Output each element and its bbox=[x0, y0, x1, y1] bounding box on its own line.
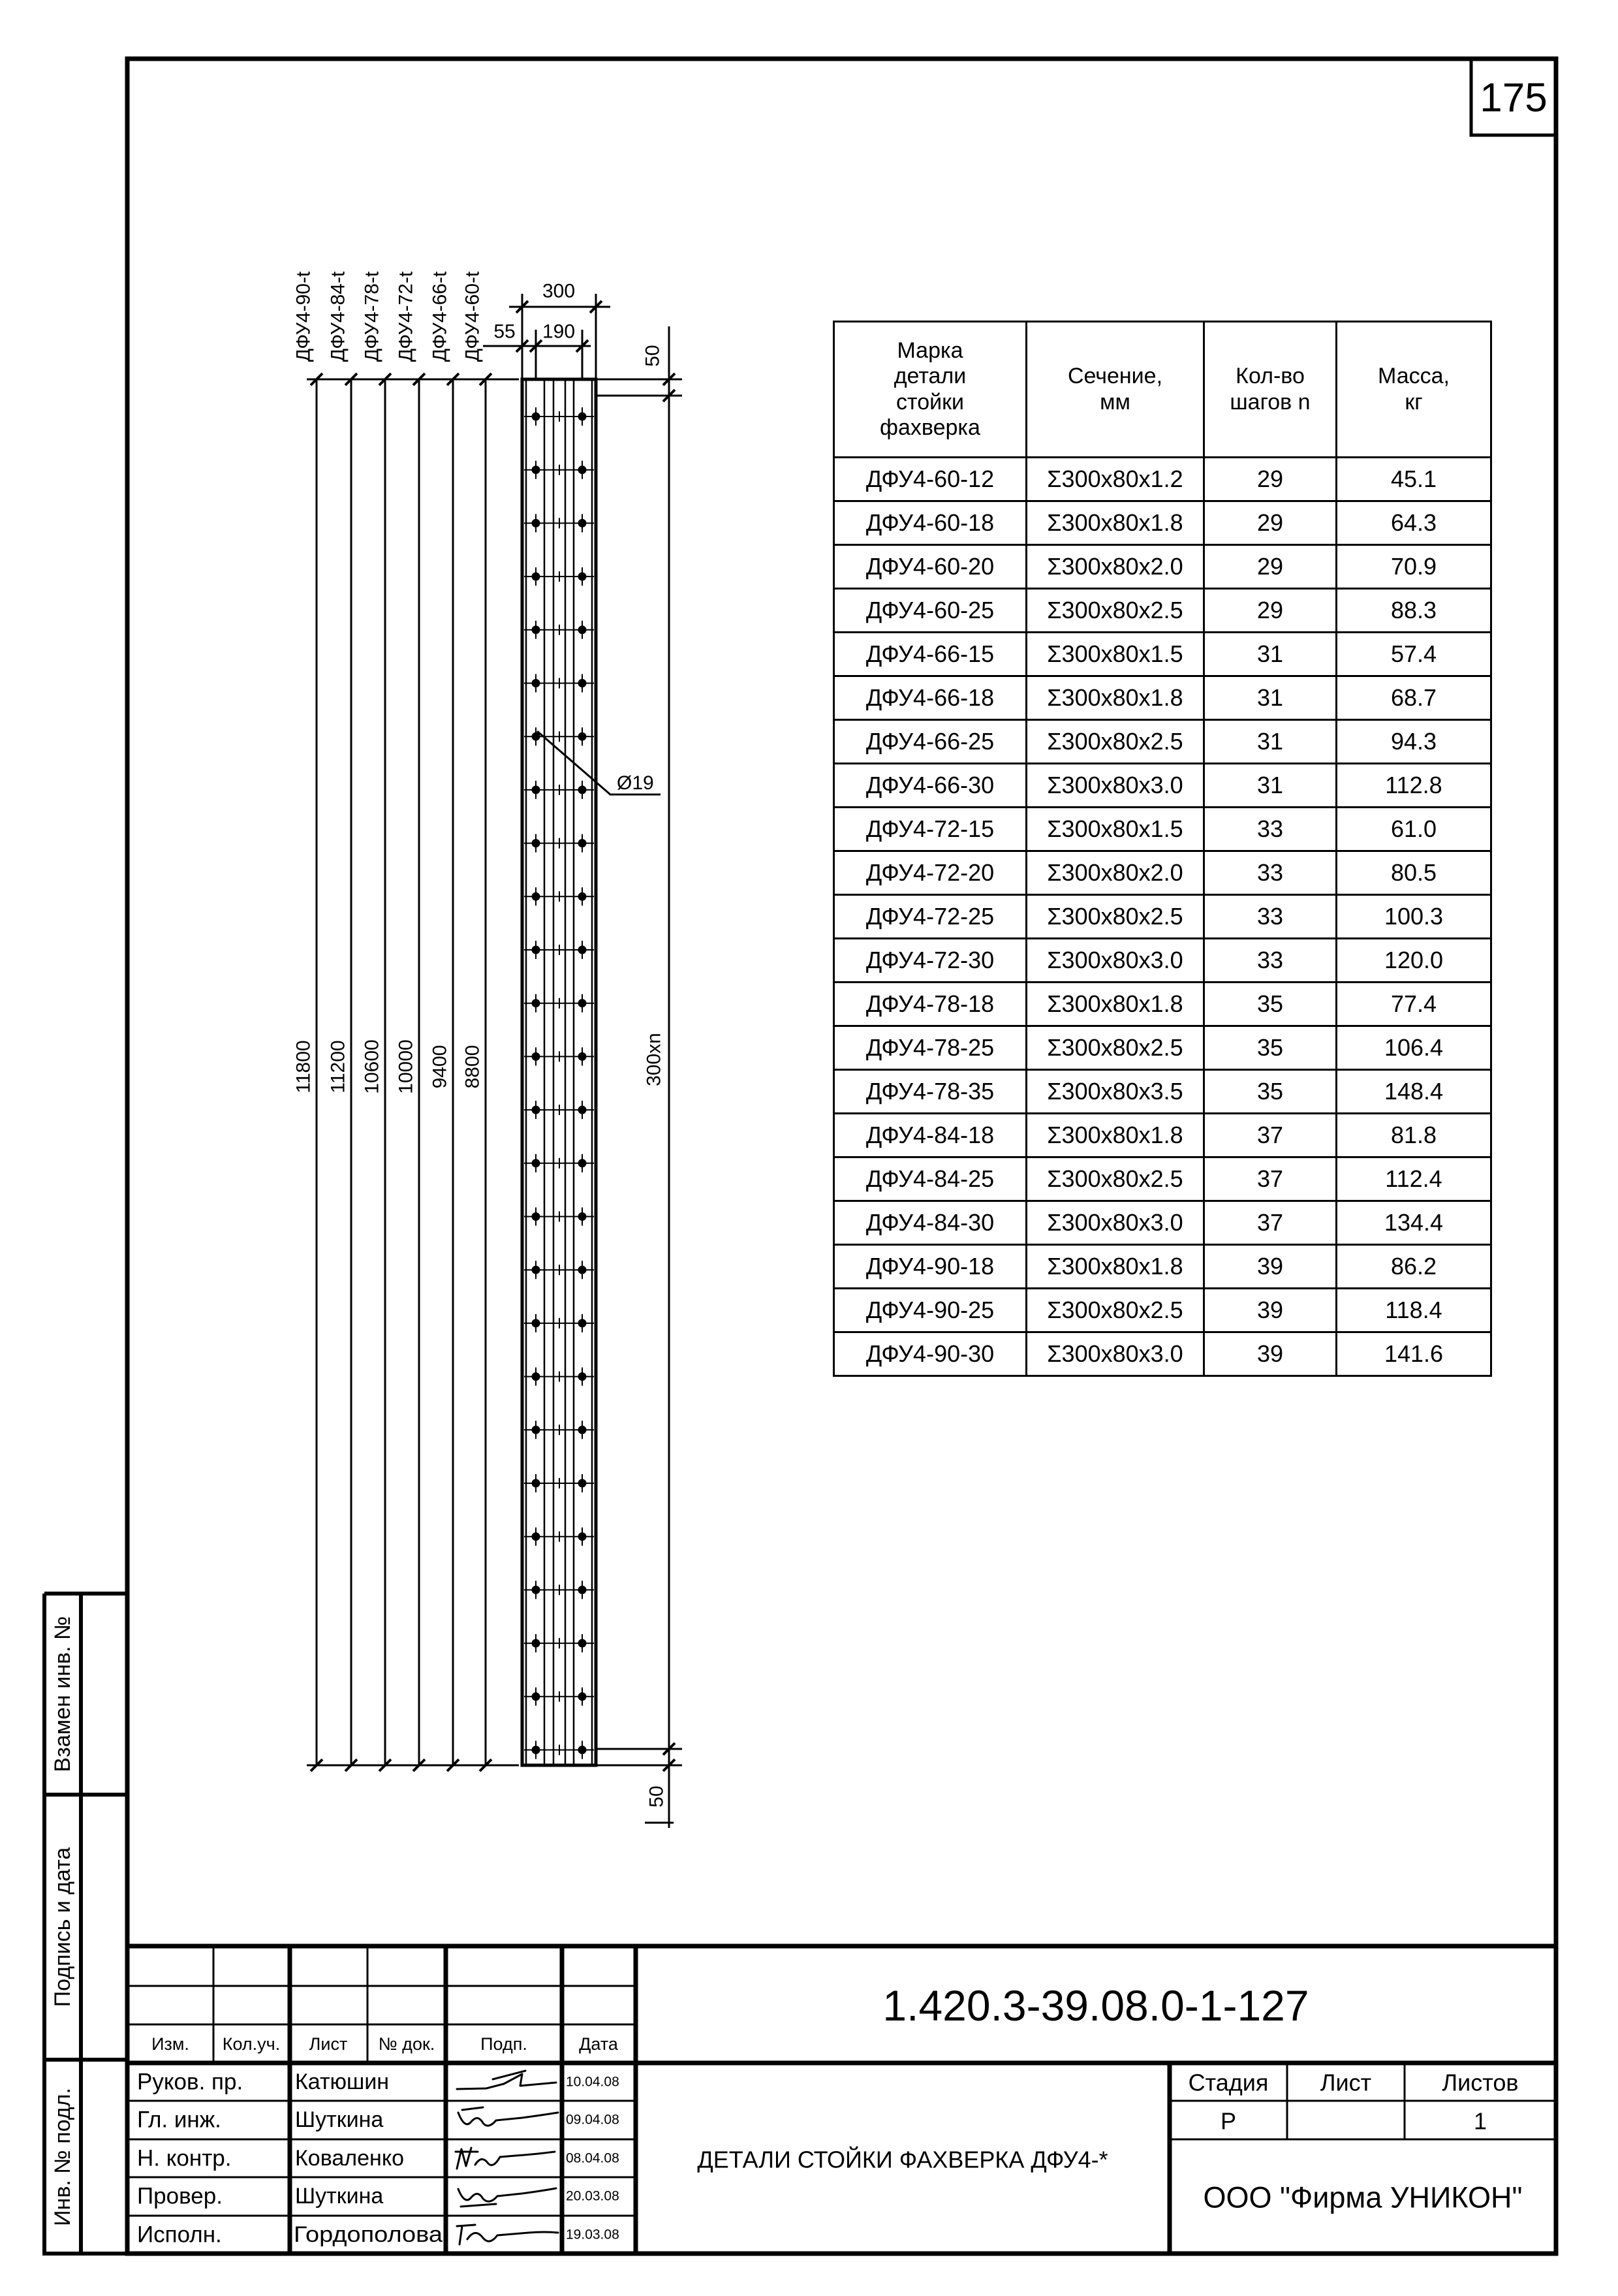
table-row bbox=[834, 501, 1491, 545]
hole-row bbox=[524, 1634, 594, 1652]
hole-row bbox=[524, 407, 594, 426]
table-row bbox=[834, 764, 1491, 808]
profile-lines bbox=[526, 379, 592, 1765]
cell-mass: 106.4 bbox=[1337, 1026, 1491, 1070]
cell-mass: 118.4 bbox=[1337, 1289, 1491, 1332]
mark-label: ДФУ4-78-t bbox=[361, 271, 383, 362]
specification-table bbox=[833, 321, 1492, 1377]
stamp-signature-date: Подпись и дата bbox=[50, 1847, 75, 2007]
table-row bbox=[834, 1114, 1491, 1157]
bolt-hole bbox=[532, 466, 540, 474]
stamp-replaced-inv: Взамен инв. № bbox=[50, 1616, 75, 1772]
cell-section: Σ300x80x3.0 bbox=[1027, 939, 1204, 983]
bolt-hole bbox=[578, 1586, 586, 1594]
hole-row bbox=[524, 1314, 594, 1332]
hole-row bbox=[524, 781, 594, 799]
table-row bbox=[834, 1201, 1491, 1245]
cell-mass: 100.3 bbox=[1337, 895, 1491, 939]
cell-mark: ДФУ4-66-15 bbox=[834, 633, 1027, 676]
cell-section: Σ300x80x1.8 bbox=[1027, 1245, 1204, 1289]
cell-steps: 31 bbox=[1204, 633, 1337, 676]
cell-mark: ДФУ4-60-25 bbox=[834, 589, 1027, 633]
cell-section: Σ300x80x3.0 bbox=[1027, 1332, 1204, 1376]
bolt-hole bbox=[578, 999, 586, 1007]
cell-mark: ДФУ4-72-25 bbox=[834, 895, 1027, 939]
hole-diameter-label: Ø19 bbox=[617, 772, 654, 794]
signatory-date: 19.03.08 bbox=[566, 2227, 619, 2242]
cell-mark: ДФУ4-60-18 bbox=[834, 501, 1027, 545]
signatory-name: Шуткина bbox=[295, 2107, 384, 2132]
bolt-hole bbox=[578, 1373, 586, 1381]
signatory-role: Провер. bbox=[137, 2183, 223, 2209]
hole-row bbox=[524, 1528, 594, 1546]
bolt-hole bbox=[532, 1746, 540, 1754]
table-row bbox=[834, 720, 1491, 764]
cell-steps: 39 bbox=[1204, 1245, 1337, 1289]
cell-mark: ДФУ4-78-35 bbox=[834, 1070, 1027, 1114]
hole-row bbox=[524, 1047, 594, 1065]
bolt-hole bbox=[578, 1052, 586, 1060]
table-header-row bbox=[834, 322, 1491, 458]
bolt-hole bbox=[532, 1693, 540, 1701]
hole-row bbox=[524, 1421, 594, 1439]
hole-row bbox=[524, 1368, 594, 1386]
table-row bbox=[834, 895, 1491, 939]
cell-steps: 29 bbox=[1204, 458, 1337, 501]
signature bbox=[458, 2107, 558, 2126]
width-dim-label: 300 bbox=[542, 280, 576, 302]
bolt-hole bbox=[532, 892, 540, 900]
length-label: 8800 bbox=[461, 1045, 484, 1089]
header-section: Сечение, мм bbox=[1027, 322, 1204, 458]
hole-row bbox=[524, 1208, 594, 1226]
col-header-count: Кол.уч. bbox=[222, 2034, 281, 2054]
cell-mass: 77.4 bbox=[1337, 983, 1491, 1026]
table-row bbox=[834, 808, 1491, 851]
cell-section: Σ300x80x1.2 bbox=[1027, 458, 1204, 501]
length-label: 10000 bbox=[395, 1039, 417, 1094]
hole-row bbox=[524, 1580, 594, 1599]
col-header-sheet: Лист bbox=[309, 2034, 348, 2054]
signatory-name: Шуткина bbox=[295, 2184, 384, 2209]
table-row bbox=[834, 983, 1491, 1026]
mark-label: ДФУ4-90-t bbox=[292, 271, 315, 362]
cell-mass: 70.9 bbox=[1337, 545, 1491, 589]
cell-steps: 31 bbox=[1204, 720, 1337, 764]
bolt-hole bbox=[532, 1639, 540, 1647]
cell-steps: 33 bbox=[1204, 808, 1337, 851]
signatory-name: Катюшин bbox=[295, 2069, 390, 2094]
bolt-hole bbox=[532, 573, 540, 580]
header-mark: Марка детали стойки фахверка bbox=[834, 322, 1027, 458]
hole-row bbox=[524, 621, 594, 639]
table-row bbox=[834, 939, 1491, 983]
col-header-change: Изм. bbox=[151, 2034, 189, 2054]
cell-mark: ДФУ4-90-30 bbox=[834, 1332, 1027, 1376]
hole-row bbox=[524, 887, 594, 905]
bolt-hole bbox=[578, 1639, 586, 1647]
bolt-hole bbox=[578, 680, 586, 687]
hole-row bbox=[524, 1741, 594, 1759]
cell-mass: 61.0 bbox=[1337, 808, 1491, 851]
sheet-label: Лист bbox=[1320, 2069, 1372, 2096]
stage-label: Стадия bbox=[1188, 2069, 1269, 2096]
hole-row bbox=[524, 941, 594, 959]
table-row bbox=[834, 633, 1491, 676]
bolt-hole bbox=[578, 1213, 586, 1221]
cell-steps: 33 bbox=[1204, 939, 1337, 983]
cell-steps: 31 bbox=[1204, 676, 1337, 720]
cell-section: Σ300x80x2.5 bbox=[1027, 895, 1204, 939]
cell-section: Σ300x80x1.8 bbox=[1027, 676, 1204, 720]
signatory-date: 20.03.08 bbox=[566, 2188, 619, 2204]
bolt-hole bbox=[532, 1266, 540, 1274]
signatory-role: Гл. инж. bbox=[137, 2107, 221, 2133]
cell-mark: ДФУ4-78-25 bbox=[834, 1026, 1027, 1070]
mark-label: ДФУ4-66-t bbox=[429, 271, 451, 362]
hole-row bbox=[524, 727, 594, 746]
table-row bbox=[834, 1289, 1491, 1332]
cell-section: Σ300x80x2.0 bbox=[1027, 545, 1204, 589]
bolt-hole bbox=[578, 413, 586, 420]
cell-section: Σ300x80x2.5 bbox=[1027, 1157, 1204, 1201]
hole-row bbox=[524, 1688, 594, 1706]
table-row bbox=[834, 851, 1491, 895]
signature bbox=[458, 2188, 556, 2207]
cell-mass: 120.0 bbox=[1337, 939, 1491, 983]
bolt-hole bbox=[532, 1052, 540, 1060]
signatory-role: Руков. пр. bbox=[137, 2069, 243, 2095]
bottom-offset-dim-label: 50 bbox=[646, 1785, 668, 1808]
hole-row bbox=[524, 674, 594, 693]
bolt-hole bbox=[532, 1373, 540, 1381]
bolt-hole bbox=[578, 1479, 586, 1487]
cell-section: Σ300x80x3.5 bbox=[1027, 1070, 1204, 1114]
signature bbox=[456, 2148, 555, 2169]
bolt-hole bbox=[578, 1106, 586, 1114]
cell-mark: ДФУ4-84-25 bbox=[834, 1157, 1027, 1201]
cell-steps: 35 bbox=[1204, 983, 1337, 1026]
table-row bbox=[834, 458, 1491, 501]
bolt-hole bbox=[532, 1213, 540, 1221]
col-header-signature: Подп. bbox=[480, 2034, 527, 2054]
header-mass: Масса, кг bbox=[1337, 322, 1491, 458]
cell-mass: 141.6 bbox=[1337, 1332, 1491, 1376]
title-block bbox=[137, 1981, 1522, 2248]
table-row bbox=[834, 1332, 1491, 1376]
bolt-hole bbox=[532, 946, 540, 954]
step-dim-label: 300xn bbox=[643, 1033, 665, 1086]
hole-row bbox=[524, 1261, 594, 1279]
signatory-role: Н. контр. bbox=[137, 2145, 232, 2171]
cell-steps: 31 bbox=[1204, 764, 1337, 808]
cell-mark: ДФУ4-66-30 bbox=[834, 764, 1027, 808]
cell-steps: 29 bbox=[1204, 545, 1337, 589]
signatory-date: 08.04.08 bbox=[566, 2150, 619, 2166]
hole-row bbox=[524, 567, 594, 586]
bolt-hole bbox=[578, 1319, 586, 1327]
bolt-hole bbox=[532, 1479, 540, 1487]
top-offset-dim-label: 50 bbox=[642, 345, 664, 367]
table-row bbox=[834, 1157, 1491, 1201]
cell-section: Σ300x80x2.0 bbox=[1027, 851, 1204, 895]
length-label: 9400 bbox=[429, 1045, 451, 1089]
bolt-hole bbox=[578, 892, 586, 900]
bolt-hole bbox=[578, 519, 586, 527]
cell-steps: 35 bbox=[1204, 1070, 1337, 1114]
cell-mark: ДФУ4-72-30 bbox=[834, 939, 1027, 983]
cell-steps: 29 bbox=[1204, 501, 1337, 545]
signatory-date: 09.04.08 bbox=[566, 2112, 619, 2128]
hole-row bbox=[524, 994, 594, 1013]
cell-steps: 33 bbox=[1204, 895, 1337, 939]
cell-mark: ДФУ4-78-18 bbox=[834, 983, 1027, 1026]
bolt-hole bbox=[532, 1106, 540, 1114]
signature bbox=[457, 2225, 558, 2244]
document-code: 1.420.3-39.08.0-1-127 bbox=[882, 1981, 1309, 2030]
hole-row bbox=[524, 1101, 594, 1119]
hole-row bbox=[524, 1474, 594, 1492]
cell-mass: 68.7 bbox=[1337, 676, 1491, 720]
cell-section: Σ300x80x2.5 bbox=[1027, 1026, 1204, 1070]
table-row bbox=[834, 1026, 1491, 1070]
mark-label: ДФУ4-60-t bbox=[461, 271, 484, 362]
length-label: 11200 bbox=[327, 1040, 349, 1093]
bolt-hole bbox=[578, 1266, 586, 1274]
col-header-doc-no: № док. bbox=[378, 2034, 435, 2054]
table-row bbox=[834, 545, 1491, 589]
bolt-hole bbox=[532, 680, 540, 687]
cell-steps: 35 bbox=[1204, 1026, 1337, 1070]
bolt-hole bbox=[532, 626, 540, 634]
bolt-hole bbox=[578, 786, 586, 794]
table-row bbox=[834, 676, 1491, 720]
bolt-hole bbox=[532, 519, 540, 527]
signatory-date: 10.04.08 bbox=[566, 2074, 619, 2090]
mark-label: ДФУ4-72-t bbox=[395, 271, 417, 362]
organization-name: ООО "Фирма УНИКОН" bbox=[1203, 2180, 1523, 2214]
bolt-hole bbox=[578, 1693, 586, 1701]
bolt-hole bbox=[578, 573, 586, 580]
cell-steps: 37 bbox=[1204, 1114, 1337, 1157]
bolt-hole bbox=[532, 1319, 540, 1327]
cell-steps: 37 bbox=[1204, 1157, 1337, 1201]
cell-mark: ДФУ4-90-25 bbox=[834, 1289, 1027, 1332]
hole-row bbox=[524, 514, 594, 532]
bolt-hole bbox=[532, 840, 540, 847]
cell-steps: 39 bbox=[1204, 1289, 1337, 1332]
hole-rows bbox=[524, 407, 594, 1759]
bolt-hole bbox=[532, 1159, 540, 1167]
cell-steps: 33 bbox=[1204, 851, 1337, 895]
cell-mass: 86.2 bbox=[1337, 1245, 1491, 1289]
cell-mass: 64.3 bbox=[1337, 501, 1491, 545]
length-label: 10600 bbox=[361, 1039, 383, 1094]
cell-section: Σ300x80x2.5 bbox=[1027, 1289, 1204, 1332]
cell-mark: ДФУ4-84-30 bbox=[834, 1201, 1027, 1245]
signatory-name: Коваленко bbox=[295, 2146, 404, 2171]
bolt-hole bbox=[532, 786, 540, 794]
mark-label: ДФУ4-84-t bbox=[327, 271, 349, 362]
bolt-hole bbox=[532, 1426, 540, 1434]
cell-mass: 45.1 bbox=[1337, 458, 1491, 501]
cell-mass: 134.4 bbox=[1337, 1201, 1491, 1245]
cell-mark: ДФУ4-84-18 bbox=[834, 1114, 1027, 1157]
signatures bbox=[456, 2071, 558, 2244]
hole-row bbox=[524, 1154, 594, 1172]
hole-spacing-dim-label: 190 bbox=[542, 321, 576, 343]
sheets-value: 1 bbox=[1473, 2107, 1487, 2135]
bolt-hole bbox=[578, 1533, 586, 1541]
cell-section: Σ300x80x1.8 bbox=[1027, 501, 1204, 545]
bolt-hole bbox=[578, 840, 586, 847]
cell-section: Σ300x80x2.5 bbox=[1027, 589, 1204, 633]
stage-value: Р bbox=[1220, 2107, 1237, 2135]
bolt-hole bbox=[578, 1426, 586, 1434]
cell-section: Σ300x80x1.5 bbox=[1027, 808, 1204, 851]
cell-mark: ДФУ4-60-12 bbox=[834, 458, 1027, 501]
cell-section: Σ300x80x2.5 bbox=[1027, 720, 1204, 764]
bolt-hole bbox=[532, 1586, 540, 1594]
cell-mark: ДФУ4-66-18 bbox=[834, 676, 1027, 720]
cell-section: Σ300x80x1.5 bbox=[1027, 633, 1204, 676]
cell-mark: ДФУ4-72-20 bbox=[834, 851, 1027, 895]
bolt-hole bbox=[578, 466, 586, 474]
offset-dimensions bbox=[596, 326, 682, 1828]
bolt-hole bbox=[578, 946, 586, 954]
cell-section: Σ300x80x1.8 bbox=[1027, 1114, 1204, 1157]
bolt-hole bbox=[578, 1159, 586, 1167]
hole-row bbox=[524, 834, 594, 853]
cell-section: Σ300x80x3.0 bbox=[1027, 764, 1204, 808]
cell-mass: 148.4 bbox=[1337, 1070, 1491, 1114]
edge-dim-label: 55 bbox=[493, 321, 516, 343]
bolt-hole bbox=[578, 626, 586, 634]
bolt-hole bbox=[532, 1533, 540, 1541]
col-header-date: Дата bbox=[579, 2034, 618, 2054]
bolt-hole bbox=[578, 1746, 586, 1754]
cell-mark: ДФУ4-72-15 bbox=[834, 808, 1027, 851]
header-steps: Кол-во шагов n bbox=[1204, 322, 1337, 458]
cell-mass: 112.8 bbox=[1337, 764, 1491, 808]
bolt-hole bbox=[532, 732, 540, 740]
sheets-label: Листов bbox=[1442, 2069, 1519, 2096]
length-label: 11800 bbox=[292, 1040, 315, 1093]
cell-mass: 94.3 bbox=[1337, 720, 1491, 764]
cell-section: Σ300x80x1.8 bbox=[1027, 983, 1204, 1026]
signatory-role: Исполн. bbox=[137, 2222, 222, 2248]
cell-mass: 57.4 bbox=[1337, 633, 1491, 676]
cell-steps: 39 bbox=[1204, 1332, 1337, 1376]
column-elevation bbox=[522, 379, 596, 1765]
cell-mass: 81.8 bbox=[1337, 1114, 1491, 1157]
bolt-hole bbox=[532, 413, 540, 420]
table-row bbox=[834, 1245, 1491, 1289]
cell-steps: 29 bbox=[1204, 589, 1337, 633]
column-outline bbox=[522, 379, 596, 1765]
signature bbox=[457, 2071, 556, 2089]
table-body bbox=[834, 458, 1491, 1376]
page-number: 175 bbox=[1480, 75, 1548, 121]
cell-mark: ДФУ4-60-20 bbox=[834, 545, 1027, 589]
cell-mass: 88.3 bbox=[1337, 589, 1491, 633]
hole-row bbox=[524, 461, 594, 479]
document-title: ДЕТАЛИ СТОЙКИ ФАХВЕРКА ДФУ4-* bbox=[697, 2146, 1108, 2173]
cell-mass: 80.5 bbox=[1337, 851, 1491, 895]
stamp-original-inv: Инв. № подл. bbox=[50, 2088, 75, 2226]
cell-mark: ДФУ4-66-25 bbox=[834, 720, 1027, 764]
table-row bbox=[834, 589, 1491, 633]
cell-steps: 37 bbox=[1204, 1201, 1337, 1245]
cell-mark: ДФУ4-90-18 bbox=[834, 1245, 1027, 1289]
cell-section: Σ300x80x3.0 bbox=[1027, 1201, 1204, 1245]
cell-mass: 112.4 bbox=[1337, 1157, 1491, 1201]
signatory-name: Гордополова bbox=[294, 2222, 443, 2247]
bolt-hole bbox=[578, 732, 586, 740]
bolt-hole bbox=[532, 999, 540, 1007]
table-row bbox=[834, 1070, 1491, 1114]
